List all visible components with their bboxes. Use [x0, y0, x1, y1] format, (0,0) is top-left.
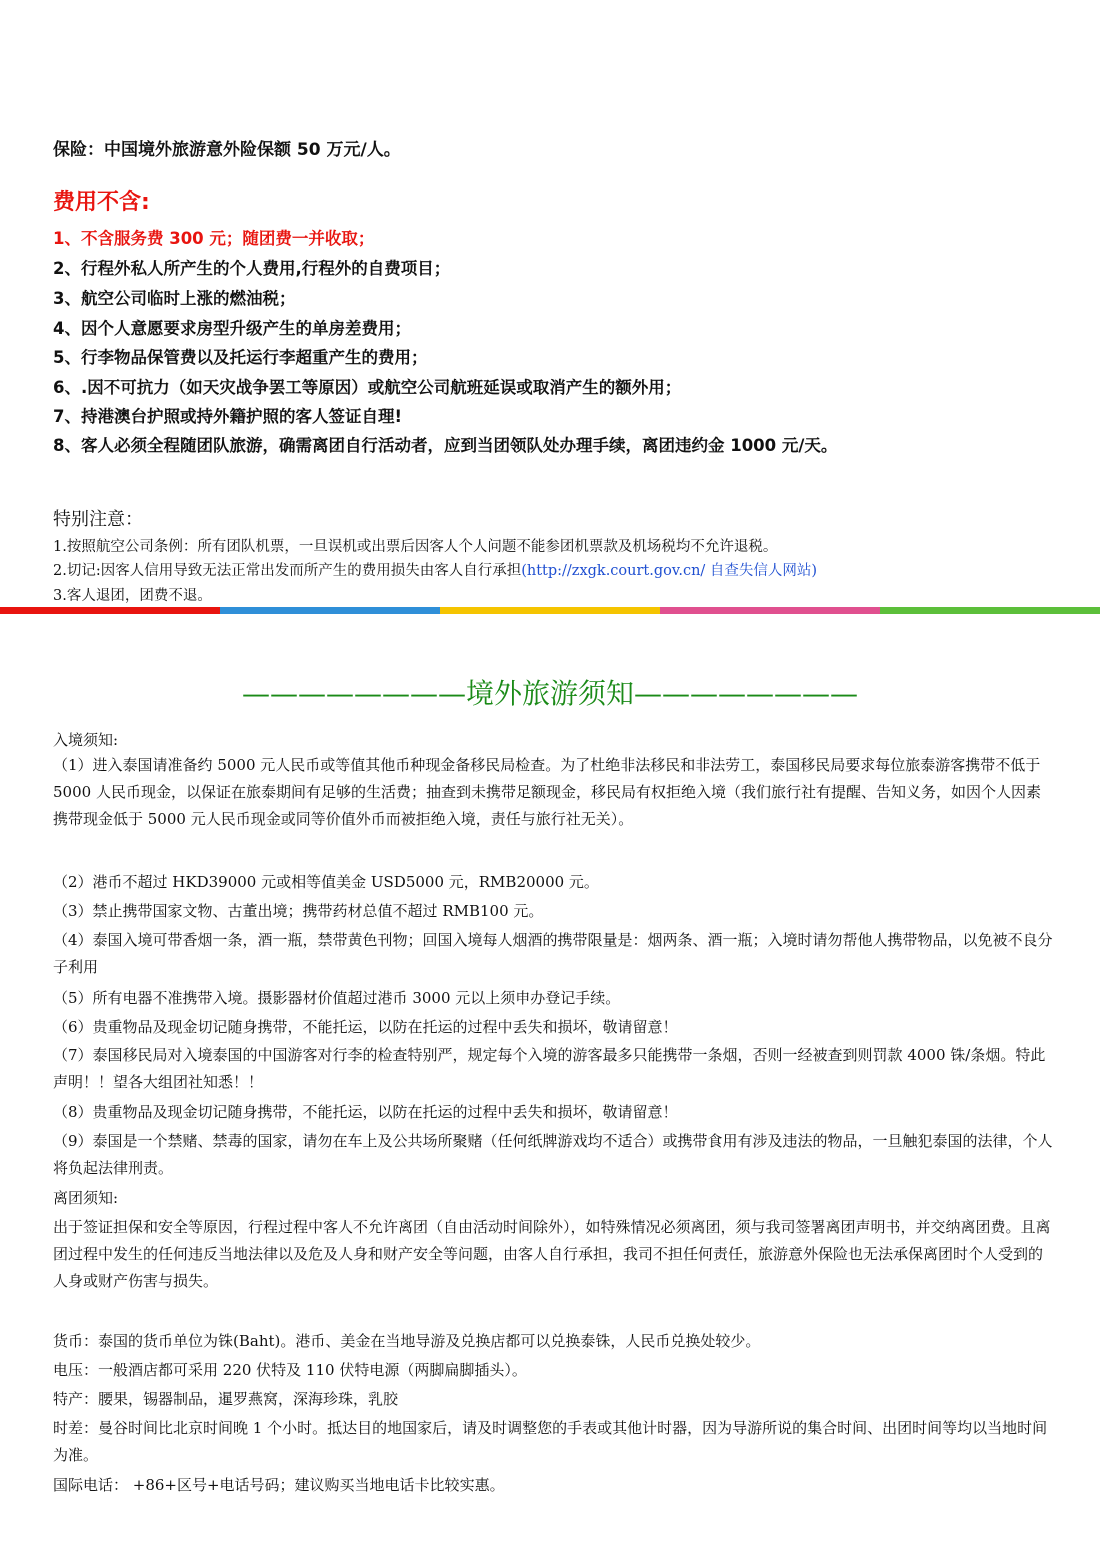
exclusion-item: 4、因个人意愿要求房型升级产生的单房差费用； [53, 319, 411, 338]
voltage-info: 电压：一般酒店都可采用 220 伏特及 110 伏特电源（两脚扁脚插头）。 [53, 1361, 527, 1379]
divider-segment [0, 607, 220, 614]
leave-heading: 离团须知: [53, 1189, 119, 1207]
entry-item: （6）贵重物品及现金切记随身携带，不能托运，以防在托运的过程中丢失和损坏，敬请留意！ [53, 1018, 678, 1036]
entry-item: （9）泰国是一个禁赌、禁毒的国家，请勿在车上及公共场所聚赌（任何纸牌游戏均不适合）或携带食用有涉及违法的物品，一旦触犯泰国的法律，个人将负起法律刑责。 [53, 1132, 1053, 1177]
section-title: ————————境外旅游须知———————— [241, 677, 858, 710]
special-note: 3.客人退团，团费不退。 [53, 588, 212, 604]
entry-heading: 入境须知: [53, 731, 119, 749]
special-note-text: 2.切记:因客人信用导致无法正常出发而所产生的费用损失由客人自行承担 [53, 563, 522, 579]
exclusion-item: 2、行程外私人所产生的个人费用,行程外的自费项目； [53, 259, 451, 278]
special-notice-title: 特别注意： [53, 509, 143, 530]
color-divider [0, 607, 1100, 614]
entry-item: （1）进入泰国请准备约 5000 元人民币或等值其他币种现金备移民局检查。为了杜绝非法移民和非法劳工，泰国移民局要求每位旅泰游客携带不低于 5000 人民币现金，以保证在旅泰期间有足够的生活费；抽查到未携带足额现金，移民局有权拒绝入境（我们旅行社有提醒、告知义务，如因个人因素携带现金低于 5000 元人民币现金或同等价值外币而被拒绝入境，责任与旅行社无关）。 [53, 756, 1041, 828]
entry-item: （7）泰国移民局对入境泰国的中国游客对行李的检查特别严，规定每个入境的游客最多只能携带一条烟，否则一经被查到则罚款 4000 铢/条烟。特此声明！！望各大组团社知悉！！ [53, 1046, 1046, 1091]
entry-item: （2）港币不超过 HKD39000 元或相等值美金 USD5000 元，RMB20000 元。 [53, 873, 599, 891]
exclusions-title: 费用不含: [53, 190, 150, 215]
exclusion-item: 7、持港澳台护照或持外籍护照的客人签证自理! [53, 407, 403, 426]
phone-info: 国际电话： +86+区号+电话号码；建议购买当地电话卡比较实惠。 [53, 1476, 505, 1494]
leave-text: 出于签证担保和安全等原因，行程过程中客人不允许离团（自由活动时间除外），如特殊情况必须离团，须与我司签署离团声明书，并交纳离团费。且离团过程中发生的任何违反当地法律以及危及人身和财产安全等问题，由客人自行承担，我司不担任何责任，旅游意外保险也无法承保离团时个人受到的人身或财产伤害与损失。 [53, 1218, 1051, 1290]
exclusion-item: 8、客人必须全程随团队旅游，确需离团自行活动者，应到当团领队处办理手续，离团违约金 1000 元/天。 [53, 436, 838, 455]
entry-item: （4）泰国入境可带香烟一条，酒一瓶，禁带黄色刊物；回国入境每人烟酒的携带限量是：烟两条、酒一瓶；入境时请勿帮他人携带物品，以免被不良分子利用 [53, 931, 1053, 976]
exclusion-item: 1、不含服务费 300 元；随团费一并收取； [53, 229, 375, 248]
currency-info: 货币：泰国的货币单位为铢(Baht)。港币、美金在当地导游及兑换店都可以兑换泰铢，人民币兑换处较少。 [53, 1332, 761, 1350]
divider-segment [660, 607, 880, 614]
special-note [53, 559, 817, 580]
divider-segment [440, 607, 660, 614]
entry-item: （8）贵重物品及现金切记随身携带，不能托运，以防在托运的过程中丢失和损坏，敬请留意！ [53, 1103, 678, 1121]
court-website-link[interactable]: (http://zxgk.court.gov.cn/ 自查失信人网站) [521, 563, 818, 579]
timezone-info: 时差：曼谷时间比北京时间晚 1 个小时。抵达目的地国家后，请及时调整您的手表或其他计时器，因为导游所说的集合时间、出团时间等均以当地时间为准。 [53, 1419, 1048, 1464]
divider-segment [220, 607, 440, 614]
insurance-note: 保险：中国境外旅游意外险保额 50 万元/人。 [53, 140, 401, 160]
divider-segment [880, 607, 1100, 614]
special-note: 1.按照航空公司条例：所有团队机票，一旦误机或出票后因客人个人问题不能参团机票款及机场税均不允许退税。 [53, 539, 778, 555]
exclusion-item: 5、行李物品保管费以及托运行李超重产生的费用； [53, 348, 428, 367]
entry-item: （3）禁止携带国家文物、古董出境；携带药材总值不超过 RMB100 元。 [53, 902, 544, 920]
exclusion-item: 3、航空公司临时上涨的燃油税； [53, 289, 296, 308]
exclusion-item: 6、.因不可抗力（如天灾战争罢工等原因）或航空公司航班延误或取消产生的额外用； [53, 378, 682, 397]
entry-item: （5）所有电器不准携带入境。摄影器材价值超过港币 3000 元以上须申办登记手续。 [53, 989, 621, 1007]
specialty-info: 特产：腰果，锡器制品，暹罗燕窝，深海珍珠，乳胶 [53, 1390, 399, 1408]
